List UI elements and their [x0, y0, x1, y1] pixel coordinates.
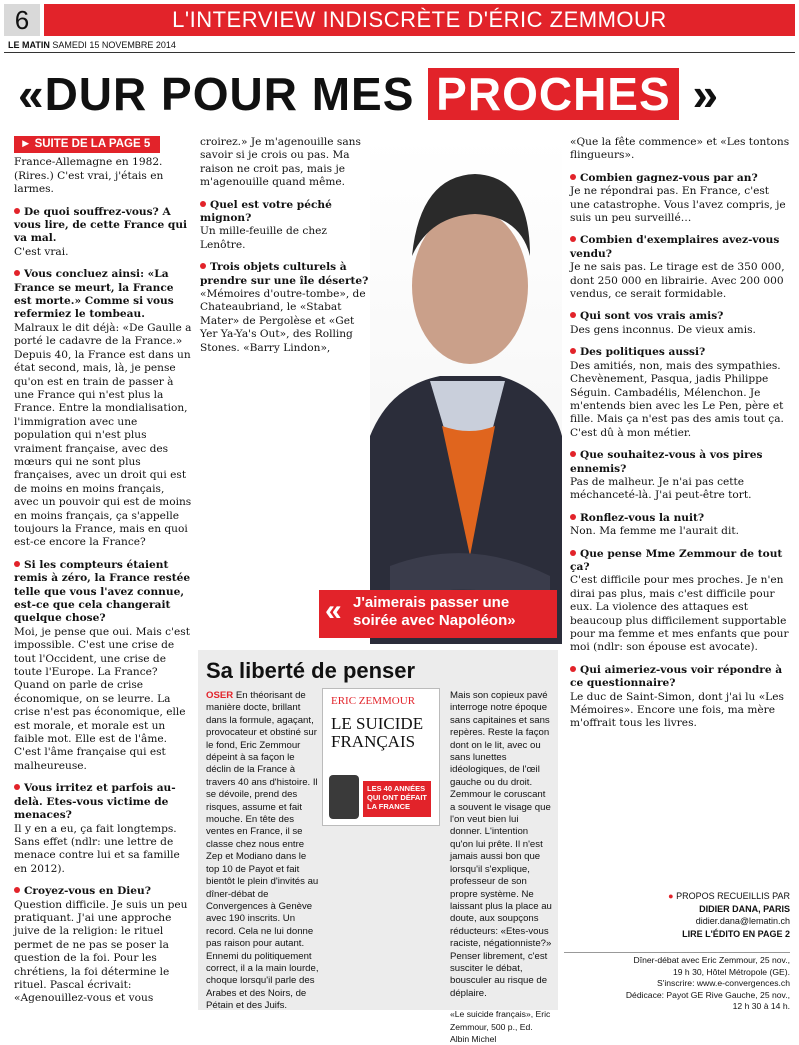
kicker-word: OSER [206, 690, 234, 701]
box-col-2: Mais son copieux pavé interroge notre époque sans capitaines et sans repères. Reste la façon dont on le lit, avec ou sans lunettes idéologiques, de l'œil gauche ou du droit. Zemmour le coruscant a souvent le visage que l'on veut bien lui donner. L'intention qu'on lui prête. Il n'est jamais aussi bon que lorsqu'il s'explique, professeur de son propre système. Ne laissant plus la place au doute, aux soupçons réducteurs: «Etes-vous raciste, négationniste?» Penser librement, c'est susciter le débat, bousculer au risque de déplaire. «Le suicide français», Eric Zemmour, 500 p., Ed. Albin Michel [450, 690, 552, 1044]
portrait-photo [370, 136, 562, 644]
answer: Je ne sais pas. Le tirage est de 350 000, dont 250 000 en librairie. Avec 200 000 vendus, ce serait formidable. [570, 261, 785, 301]
question: Croyez-vous en Dieu? [14, 885, 192, 898]
edito-link: LIRE L'ÉDITO EN PAGE 2 [682, 928, 790, 939]
answer: Pas de malheur. Je n'ai pas cette méchanceté-là. J'ai peut-être tort. [570, 475, 752, 502]
book-title: LE SUICIDE FRANÇAIS [331, 714, 424, 751]
event-info: Dîner-débat avec Eric Zemmour, 25 nov., 19 h 30, Hôtel Métropole (GE). S'inscrire: www.e-convergences.ch Dédicace: Payot GE Rive Gauche, 25 nov., 12 h 30 à 14 h. [625, 955, 790, 1011]
answer: Des gens inconnus. De vieux amis. [570, 323, 756, 336]
bullet-icon: ● [668, 891, 674, 901]
box-col-1: OSER En théorisant de manière docte, brillant dans la formule, agaçant, provocateur et obstiné sur le fond, Eric Zemmour dépeint à sa façon le déclin de la France à travers 40 ans d'histoire. Il se dévoile, prend des risques, assume et fait mouche. En tête des ventes en France, il se classe chez nous entre Zep et Modiano dans le top 10 de Payot et fait bientôt le plein d'invités au dîner-débat de Convergences à Genève avec 190 inscrits. Un record. Cela ne lui donne pas raison pour autant. Ennemi du politiquement correct, il a la main lourde, choque lorsqu'il parle des Arabes et des Noirs, de Pétain et des Juifs. [206, 690, 319, 1012]
left-column [14, 136, 192, 1015]
headline [18, 64, 788, 124]
answer: C'est vrai. [14, 245, 69, 258]
page-header [4, 4, 795, 38]
question: Qui aimeriez-vous voir répondre à ce questionnaire? [570, 664, 790, 691]
author-email: didier.dana@lematin.ch [695, 916, 790, 926]
question: Qui sont vos vrais amis? [570, 310, 790, 323]
headline-end: » [692, 68, 720, 120]
dateline [8, 40, 176, 50]
question: Vous concluez ainsi: «La France se meurt, la France est morte.» Comme si vous refermiez le tombeau. [14, 268, 192, 322]
info-rule [564, 952, 790, 953]
answer: Non. Ma femme me l'aurait dit. [570, 525, 739, 538]
right-column [570, 136, 790, 740]
answer: Malraux le dit déjà: «De Gaulle a porté le cadavre de la France.» Depuis 40, la France est dans un état second, mais, là, je pense qu'on est en train de passer à une France qui n'est plus la France. Entre la mondialisation, l'immigration avec une population qui n'est plus vraiment française, avec des mœurs qui ne sont plus françaises, avec un droit qui est de moins en moins français, avec un pouvoir qui est de moins en moins français, ça s'appelle toujours la France, mais en quoi est-ce encore la France? [14, 321, 192, 549]
book-author: ERIC ZEMMOUR [331, 695, 416, 707]
quote-mark-icon: « [325, 594, 342, 627]
answer: Je ne répondrai pas. En France, c'est une catastrophe. Vous l'avez compris, je suis un peu surveillé… [570, 185, 786, 225]
answer: Moi, je pense que oui. Mais c'est impossible. C'est une crise de tout l'Occident, une crise de toute l'Europe. La France? Quand on parle de crise économique, on se leurre. La crise n'est pas économique, elle est morale, et morale est un faible mot. Elle est de l'âme. C'est l'âme française qui est malheureuse. [14, 625, 190, 772]
question: Que pense Mme Zemmour de tout ça? [570, 548, 790, 575]
answer: Un mille-feuille de chez Lenôtre. [200, 225, 328, 251]
book-reference: «Le suicide français», Eric Zemmour, 500 p., Ed. Albin Michel [450, 1009, 551, 1044]
issue-date: SAMEDI 15 NOVEMBRE 2014 [52, 40, 176, 50]
middle-column [200, 136, 370, 364]
answer: C'est difficile pour mes proches. Je n'en dirai pas plus, mais c'est difficile pour eux. La violence des attaques est beaucoup plus difficilement supportable pour ma femme et mes enfants que pour moi (ndlr: son épouse est avocate). [570, 574, 789, 654]
question: Que souhaitez-vous à vos pires ennemis? [570, 449, 790, 476]
continuation-tag: ► SUITE DE LA PAGE 5 [14, 136, 160, 153]
author-photo-icon [329, 775, 359, 819]
answer: «Que la fête commence» et «Les tontons flingueurs». [570, 136, 790, 162]
question: Si les compteurs étaient remis à zéro, la France restée telle que vous l'avez connue, est-ce que cela changerait quelque chose? [14, 558, 191, 625]
question: Trois objets culturels à prendre sur une île déserte? [200, 261, 369, 287]
paragraph: France-Allemagne en 1982. (Rires.) C'est vrai, j'étais en larmes. [14, 156, 164, 196]
headline-start: «DUR POUR MES [18, 68, 429, 120]
answer: Question difficile. Je suis un peu pratiquant. J'ai une approche juive de la religion: le rituel permet de ne pas se poser la question de la foi. Pour les chrétiens, la foi détermine le rituel. Pascal écrivait: «Agenouillez-vous et vous [14, 898, 188, 1005]
question: Quel est votre péché mignon? [200, 199, 370, 226]
byline: ● PROPOS RECUEILLIS PAR DIDIER DANA, PARIS didier.dana@lematin.ch LIRE L'ÉDITO EN PAGE 2 [570, 890, 790, 940]
headline-highlight: PROCHES [428, 68, 678, 120]
header-rule [4, 52, 795, 53]
book-cover [322, 688, 440, 826]
question: Combien gagnez-vous par an? [570, 172, 790, 185]
box-title: Sa liberté de penser [206, 658, 416, 683]
answer: Le duc de Saint-Simon, dont j'ai lu «Les Mémoires». Encore une fois, ma mère m'offrait tous les livres. [570, 690, 784, 730]
question: Vous irritez et parfois au-delà. Etes-vous victime de menaces? [14, 782, 192, 822]
answer: «Mémoires d'outre-tombe», de Chateaubriand, le «Stabat Mater» de Pergolèse et «Get Yer Ya-Ya's Out», des Rolling Stones. «Barry Lindon», [200, 288, 366, 354]
question: Des politiques aussi? [570, 346, 790, 359]
answer: Il y en a eu, ça fait longtemps. Sans effet (ndlr: une lettre de menace contre lui et sa famille en 2012). [14, 822, 180, 875]
page-number: 6 [4, 4, 40, 36]
paper-name: LE MATIN [8, 40, 50, 50]
question: Ronflez-vous la nuit? [570, 512, 790, 525]
book-band: LES 40 ANNÉES QUI ONT DÉFAIT LA FRANCE [363, 781, 431, 817]
answer: Des amitiés, non, mais des sympathies. Chevènement, Pasqua, jadis Philippe Séguin. Cambadélis, Mélenchon. Je m'entends bien avec les Le Pen, père et fille. Mais ça n'est pas des amis tout ça. C'est dû à mon métier. [570, 359, 784, 439]
question: Combien d'exemplaires avez-vous vendu? [570, 234, 790, 261]
question: De quoi souffrez-vous? A vous lire, de cette France qui va mal. [14, 206, 192, 246]
pull-quote: « J'aimerais passer une soirée avec Napoléon» [319, 590, 557, 638]
answer: croirez.» Je m'agenouille sans savoir si je crois ou pas. Ma raison ne croit pas, mais je m'agenouille quand même. [200, 136, 361, 189]
section-kicker: L'INTERVIEW INDISCRÈTE D'ÉRIC ZEMMOUR [44, 4, 795, 36]
portrait-illustration [370, 136, 562, 644]
